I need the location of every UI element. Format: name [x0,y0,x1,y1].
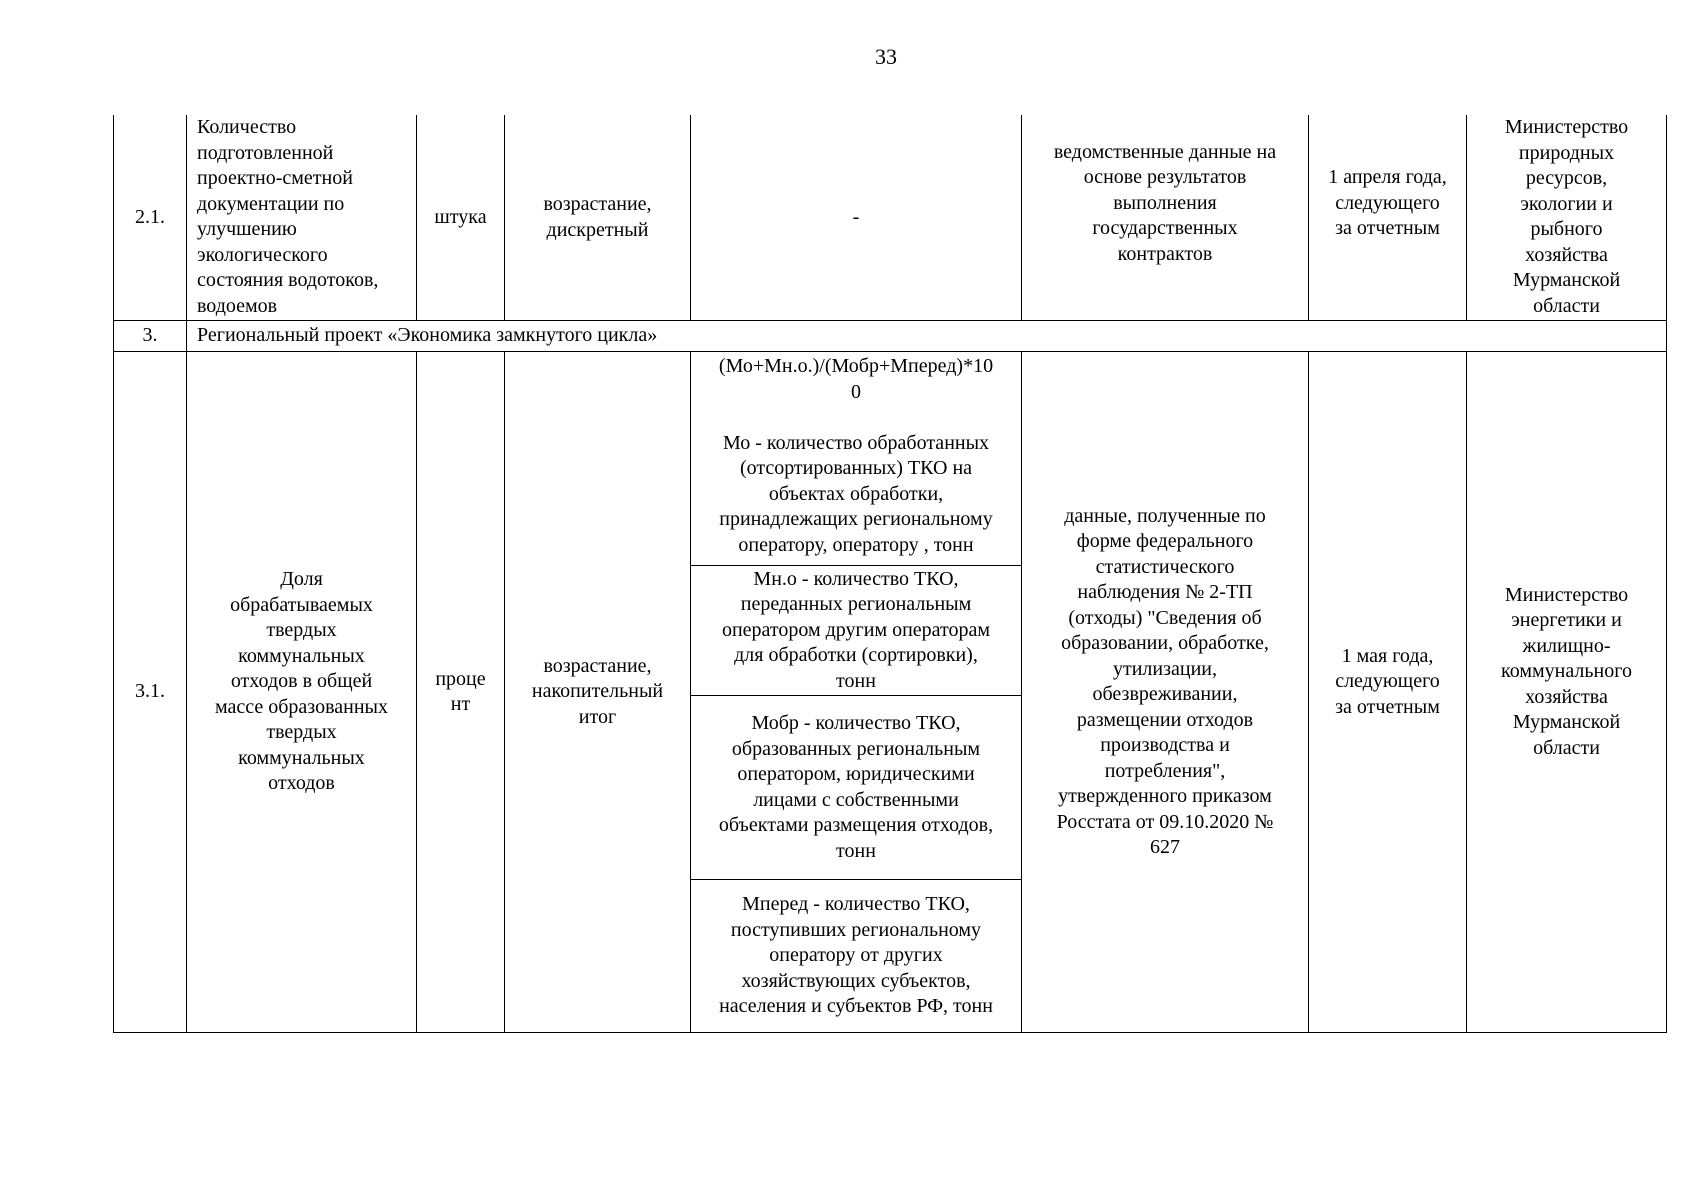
row-3-1-source: данные, полученные по форме федерального статистического наблюдения № 2-ТП (отходы) "Сведения об образовании, обработке, утилизации, обезвреживании, размещении отходов производства и потребления", утвержденного приказом Росстата от 09.10.2020 № 627 [1022,352,1309,1033]
row-3-1-responsible: Министерство энергетики и жилищно- коммунального хозяйства Мурманской области [1467,352,1667,1033]
row-3-number: 3. [113,321,187,352]
row-3-section-title: Региональный проект «Экономика замкнутого цикла» [187,321,1667,352]
page-number: 33 [875,44,897,69]
row-2-1-unit: штука [417,115,505,321]
row-3-1-formula-main: (Мо+Мн.о.)/(Мобр+Мперед)*10 0 Мо - количество обработанных (отсортированных) ТКО на объектах обработки, принадлежащих региональному оператору, оператору , тонн [691,352,1022,566]
row-3-1-formula-mno: Мн.о - количество ТКО, переданных региональным оператором другим операторам для обработки (сортировки), тонн [691,566,1022,696]
row-3-1-indicator-name: Доля обрабатываемых твердых коммунальных отходов в общей массе образованных твердых коммунальных отходов [187,352,417,1033]
row-3-1-unit: проце нт [417,352,505,1033]
row-2-1-deadline: 1 апреля года, следующего за отчетным [1309,115,1467,321]
row-2-1-indicator-name: Количество подготовленной проектно-сметной документации по улучшению экологического состояния водотоков, водоемов [187,115,417,321]
row-3-1-formula-mpered: Мперед - количество ТКО, поступивших региональному оператору от других хозяйствующих субъектов, населения и субъектов РФ, тонн [691,880,1022,1033]
row-2-1-formula: - [691,115,1022,321]
row-2-1-dynamics: возрастание, дискретный [505,115,691,321]
row-3-1-formula-mobr: Мобр - количество ТКО, образованных региональным оператором, юридическими лицами с собственными объектами размещения отходов, тонн [691,696,1022,880]
row-3-1-deadline: 1 мая года, следующего за отчетным [1309,352,1467,1033]
row-2-1-number: 2.1. [113,115,187,321]
row-3-1-number: 3.1. [113,352,187,1033]
row-2-1-responsible: Министерство природных ресурсов, экологии и рыбного хозяйства Мурманской области [1467,115,1667,321]
indicators-table [113,115,1667,1033]
row-3-1-dynamics: возрастание, накопительный итог [505,352,691,1033]
row-2-1-source: ведомственные данные на основе результатов выполнения государственных контрактов [1022,115,1309,321]
